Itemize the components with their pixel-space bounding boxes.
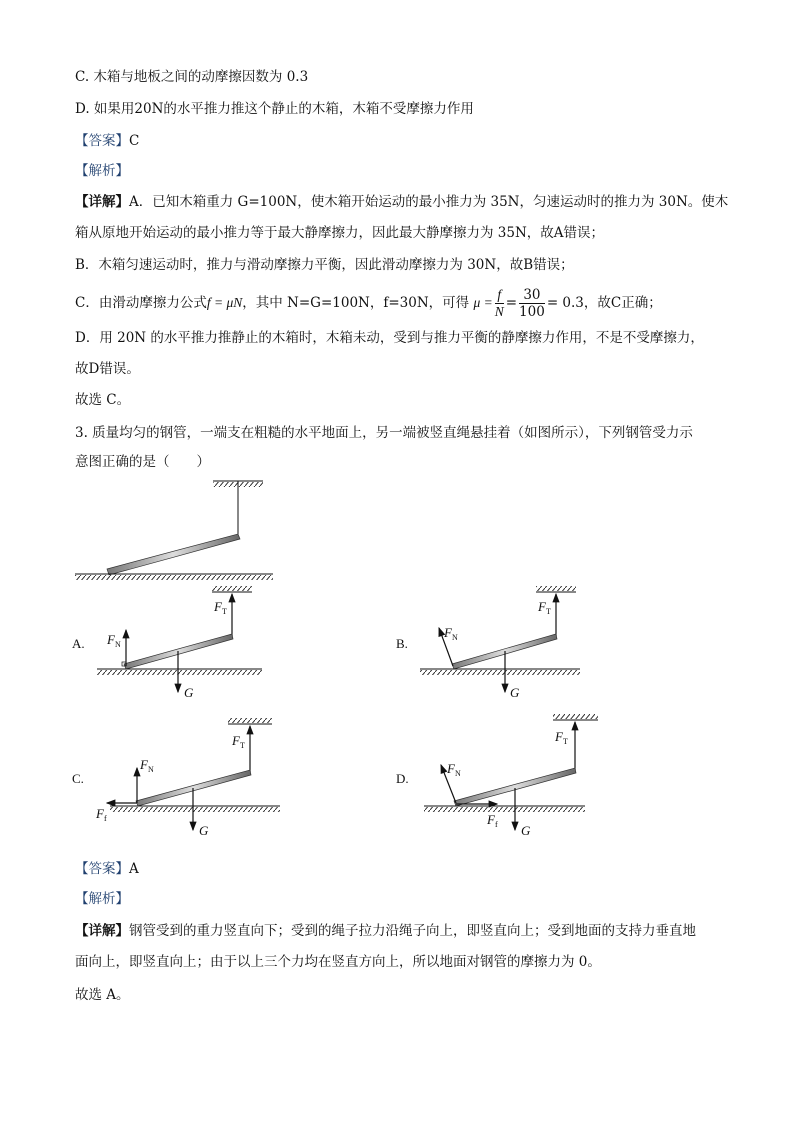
tension-label: $F_T$ — [214, 599, 227, 616]
q2-detail-b: B．木箱匀速运动时，推力与滑动摩擦力平衡，因此滑动摩擦力为 30N，故B错误； — [75, 257, 574, 273]
q3-detail-2: 面向上，即竖直向上；由于以上三个力均在竖直方向上，所以地面对钢管的摩擦力为 0。 — [75, 954, 601, 970]
main-figure — [75, 481, 273, 580]
option-b-figure[interactable] — [396, 586, 580, 700]
q2-detail-d1: D．用 20N 的水平推力推静止的木箱时，木箱未动，受到与推力平衡的静摩擦力作用，不是不受摩擦力， — [75, 330, 704, 346]
detail-tag: 【详解】 — [75, 194, 129, 210]
denominator: N — [494, 304, 504, 319]
q2-conclusion: 故选 C。 — [75, 392, 131, 408]
q3-stem-1: 3. 质量均匀的钢管，一端支在粗糙的水平地面上，另一端被竖直绳悬挂着（如图所示），下列钢管受力示 — [75, 425, 693, 441]
gravity-label: G — [184, 685, 194, 700]
answer-value: C — [129, 133, 140, 149]
q2-detail-a2: 箱从原地开始运动的最小推力等于最大静摩擦力，因此最大静摩擦力为 35N，故A错误； — [75, 225, 605, 241]
option-c-label: C. — [72, 771, 84, 786]
text: C．由滑动摩擦力公式 — [75, 295, 207, 311]
svg-text:FN: $F_N$ — [140, 757, 154, 774]
svg-text:FN: $F_N$ — [444, 625, 458, 642]
answer-value: A — [129, 861, 139, 877]
answer-tag: 【答案】 — [75, 133, 129, 149]
svg-text:FT: $F_T$ — [555, 729, 568, 746]
svg-text:FN: $F_N$ — [447, 761, 461, 778]
equals: = — [505, 295, 518, 311]
detail-tag: 【详解】 — [75, 923, 129, 939]
result: = 0.3 — [546, 295, 584, 311]
q2-option-c: C. 木箱与地板之间的动摩擦因数为 0.3 — [75, 69, 309, 85]
normal-force-label: $F_N$ — [107, 632, 121, 649]
svg-text:G: G — [521, 823, 531, 838]
q2-detail-d2: 故D错误。 — [75, 361, 140, 377]
svg-text:Ff: $F_f$ — [487, 812, 498, 829]
q3-conclusion: 故选 A。 — [75, 987, 130, 1003]
option-d-label: D. — [396, 771, 409, 786]
svg-text:FT: $F_T$ — [538, 599, 551, 616]
option-b-label: B. — [396, 636, 408, 651]
text: ，故C正确； — [583, 295, 662, 311]
svg-text:FT: $F_T$ — [232, 733, 245, 750]
q3-analysis-tag: 【解析】 — [75, 891, 129, 907]
svg-text:Ff: $F_f$ — [96, 806, 107, 823]
formula: f = μN — [206, 295, 243, 310]
q3-stem-2: 意图正确的是（ ） — [75, 454, 210, 470]
option-a-figure[interactable] — [72, 586, 262, 700]
option-a-label: A. — [72, 636, 85, 651]
option-c-figure[interactable] — [72, 718, 280, 838]
q2-analysis-tag: 【解析】 — [75, 163, 129, 179]
steel-pipe — [107, 534, 240, 575]
option-d-figure[interactable] — [396, 714, 598, 838]
detail-text: A．已知木箱重力 G=100N，使木箱开始运动的最小推力为 35N，匀速运动时的推力为 30N。使木 — [129, 194, 729, 210]
q3-answer — [75, 860, 139, 878]
text: ，其中 N=G=100N，f=30N，可得 — [242, 295, 470, 311]
svg-text:G: G — [510, 685, 520, 700]
formula: μ = — [473, 295, 493, 310]
numerator: f — [495, 287, 504, 304]
q2-option-d: D. 如果用20N的水平推力推这个静止的木箱，木箱不受摩擦力作用 — [75, 101, 474, 117]
svg-text:G: G — [199, 823, 209, 838]
numerator: 30 — [519, 287, 545, 304]
denominator: 100 — [519, 304, 545, 320]
answer-tag: 【答案】 — [75, 861, 129, 877]
q3-detail-1 — [75, 922, 696, 940]
detail-text: 钢管受到的重力竖直向下；受到的绳子拉力沿绳子向上，即竖直向上；受到地面的支持力垂直地 — [129, 923, 696, 939]
